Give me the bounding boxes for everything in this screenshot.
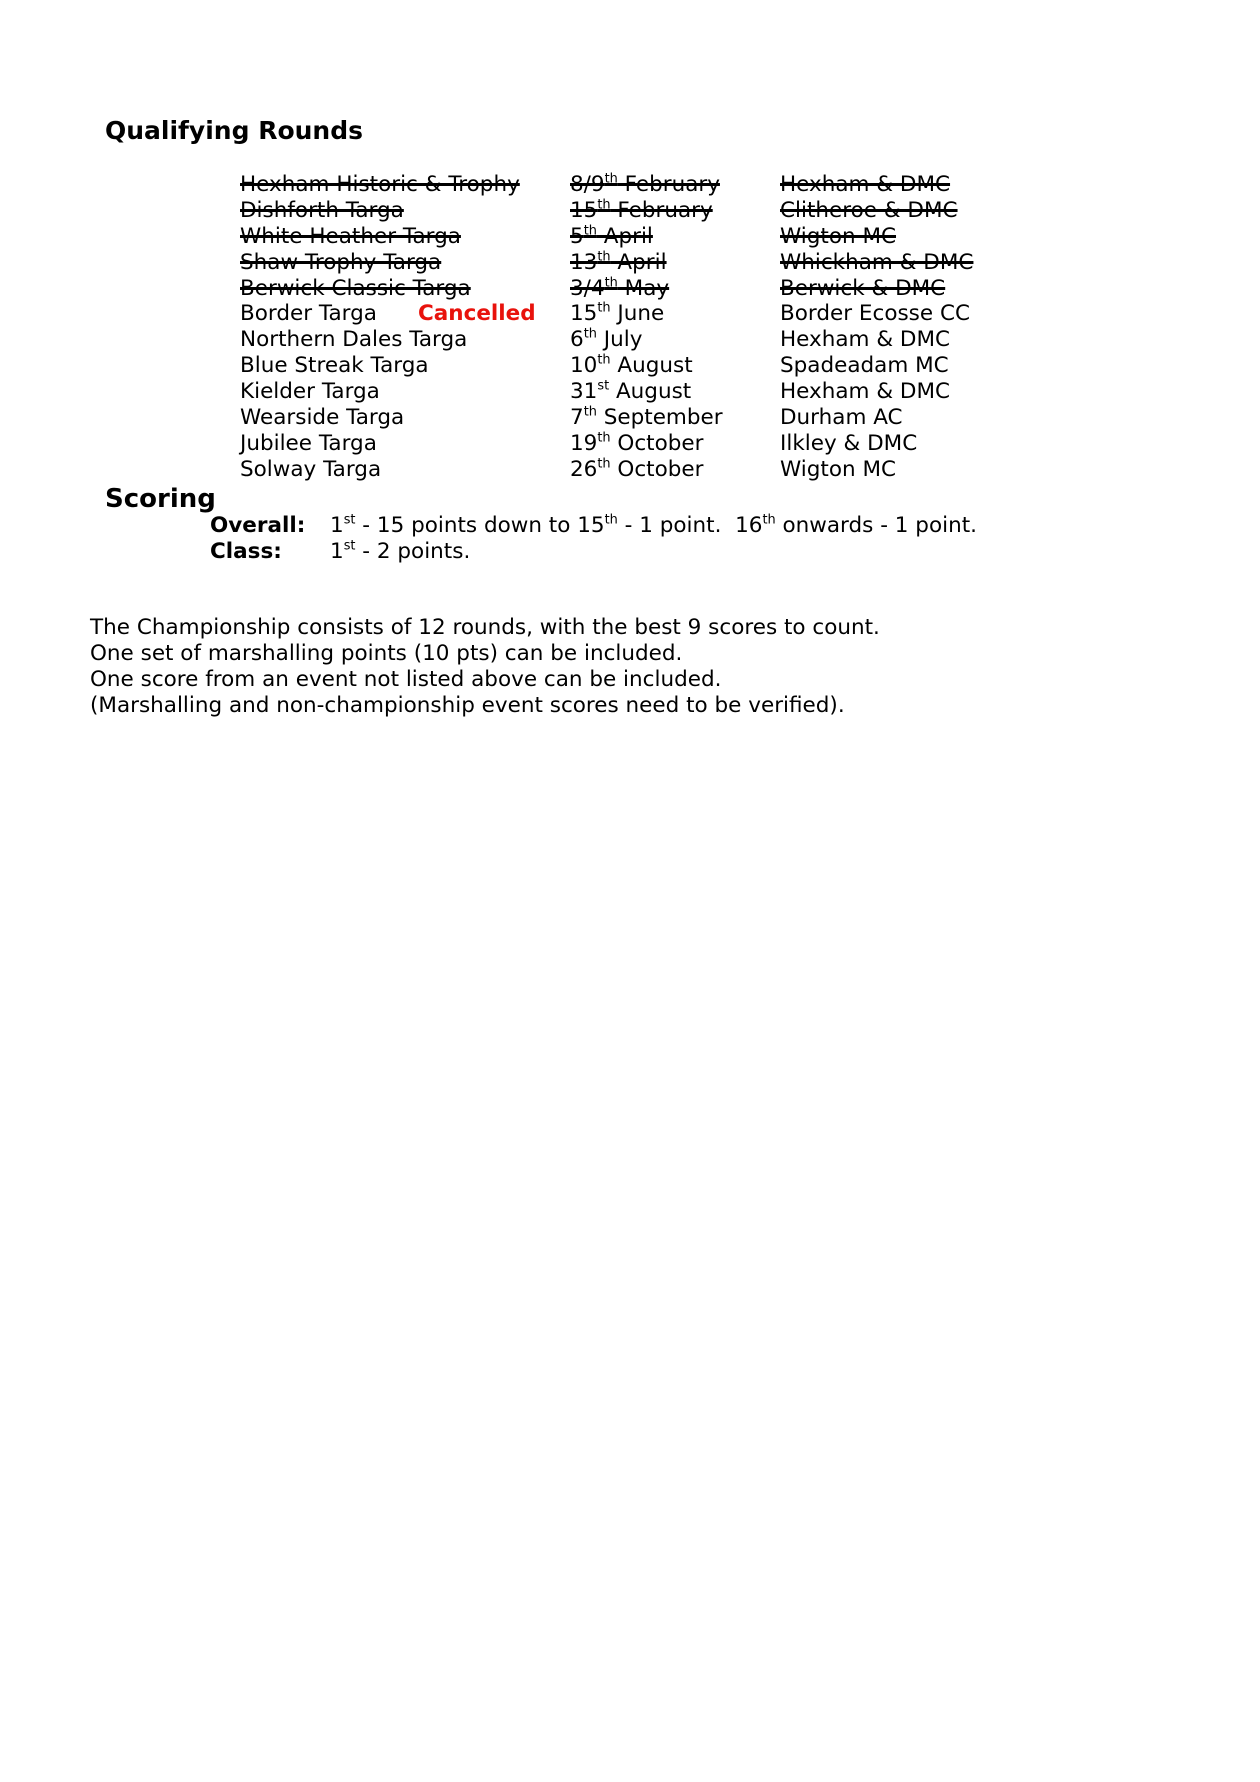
- class-text-sup: st: [343, 538, 356, 554]
- round-row: [240, 250, 1020, 276]
- round-date-suffix: th: [597, 456, 611, 472]
- round-date-day: 7: [570, 405, 584, 431]
- round-event: Dishforth Targa: [240, 197, 404, 223]
- note-line: (Marshalling and non-championship event scores need to be verified).: [90, 693, 845, 718]
- round-row: [240, 327, 1020, 353]
- round-date-day: 8/9: [570, 172, 605, 197]
- overall-text-part: - 15 points down to 15: [355, 513, 605, 538]
- note-line: One set of marshalling points (10 pts) can be included.: [90, 641, 683, 666]
- round-event: White Heather Targa: [240, 223, 461, 249]
- round-date-day: 6: [570, 327, 584, 353]
- round-date-month: September: [596, 405, 723, 431]
- round-club: Clitheroe & DMC: [780, 197, 958, 223]
- round-date-month: August: [609, 379, 692, 405]
- qualifying-rounds-heading: Qualifying Rounds: [105, 116, 363, 145]
- round-row: [240, 431, 1020, 457]
- round-date: [570, 379, 691, 405]
- round-date-suffix: th: [597, 430, 611, 446]
- round-club: Wigton MC: [780, 456, 897, 482]
- round-date-suffix: th: [597, 249, 611, 265]
- round-date-suffix: th: [597, 301, 611, 317]
- round-date-suffix: th: [604, 171, 618, 187]
- round-row: [240, 198, 1020, 224]
- overall-text: [330, 513, 977, 539]
- round-date: [570, 224, 653, 250]
- round-event: Blue Streak Targa: [240, 353, 429, 379]
- round-date-suffix: th: [597, 197, 611, 213]
- note-line: The Championship consists of 12 rounds, with the best 9 scores to count.: [90, 615, 880, 640]
- round-date: [570, 431, 703, 457]
- round-club: Hexham & DMC: [780, 172, 951, 197]
- round-event: Kielder Targa: [240, 379, 380, 405]
- round-date-suffix: th: [597, 352, 611, 368]
- round-date-month: July: [596, 327, 643, 353]
- rounds-table: [240, 172, 1020, 483]
- round-date-month: April: [596, 223, 653, 249]
- overall-text-part: onwards - 1 point.: [775, 513, 977, 538]
- round-row: [240, 224, 1020, 250]
- round-date-month: February: [617, 172, 720, 197]
- round-date-day: 31: [570, 379, 598, 405]
- round-date: [570, 327, 642, 353]
- round-date-day: 19: [570, 430, 598, 456]
- round-date: [570, 250, 667, 276]
- round-date: [570, 276, 669, 302]
- round-date-day: 15: [570, 301, 598, 327]
- round-date-month: August: [610, 353, 693, 379]
- championship-notes: [90, 615, 880, 719]
- round-club: Hexham & DMC: [780, 379, 951, 405]
- round-event: Border Targa: [240, 301, 377, 327]
- round-status-note: Cancelled: [418, 301, 536, 327]
- round-date-suffix: th: [583, 404, 597, 420]
- overall-text-part: 1: [330, 513, 344, 538]
- round-row: [240, 379, 1020, 405]
- class-text-part: 1: [330, 539, 344, 564]
- round-date-suffix: th: [583, 223, 597, 239]
- round-row: [240, 353, 1020, 379]
- round-club: Durham AC: [780, 405, 903, 431]
- round-date-month: April: [610, 249, 667, 275]
- round-date: [570, 198, 713, 224]
- overall-label: Overall:: [210, 513, 306, 538]
- round-club: Ilkley & DMC: [780, 430, 918, 456]
- round-club: Spadeadam MC: [780, 353, 949, 379]
- round-event: Jubilee Targa: [240, 430, 377, 456]
- round-date-suffix: th: [604, 275, 618, 291]
- round-event: Wearside Targa: [240, 405, 405, 431]
- round-club: Wigton MC: [780, 223, 897, 249]
- round-row: [240, 172, 1020, 198]
- round-date-suffix: th: [583, 326, 597, 342]
- round-event: Hexham Historic & Trophy: [240, 172, 520, 197]
- round-date-day: 5: [570, 223, 584, 249]
- overall-text-sup: th: [604, 512, 618, 528]
- overall-text-sup: st: [343, 512, 356, 528]
- round-row: [240, 301, 1020, 327]
- round-date-day: 3/4: [570, 275, 605, 301]
- round-date-month: May: [617, 275, 670, 301]
- round-date-day: 15: [570, 197, 598, 223]
- round-row: [240, 276, 1020, 302]
- round-date-day: 10: [570, 353, 598, 379]
- round-date-month: October: [610, 430, 704, 456]
- class-text-part: - 2 points.: [355, 539, 471, 564]
- round-row: [240, 405, 1020, 431]
- round-date-day: 13: [570, 249, 598, 275]
- round-date: [570, 353, 693, 379]
- round-date-month: June: [610, 301, 665, 327]
- round-club: Berwick & DMC: [780, 275, 946, 301]
- round-date-month: October: [610, 456, 704, 482]
- note-line: One score from an event not listed above can be included.: [90, 667, 722, 692]
- round-event: Solway Targa: [240, 456, 382, 482]
- round-event: Berwick Classic Targa: [240, 275, 471, 301]
- class-label: Class:: [210, 539, 282, 564]
- round-event: Northern Dales Targa: [240, 327, 468, 353]
- round-date-month: February: [610, 197, 713, 223]
- round-date: [570, 301, 664, 327]
- round-event: Shaw Trophy Targa: [240, 249, 442, 275]
- round-club: Border Ecosse CC: [780, 301, 970, 327]
- scoring-heading: Scoring: [105, 484, 216, 514]
- overall-text-part: - 1 point. 16: [617, 513, 763, 538]
- overall-text-sup: th: [762, 512, 776, 528]
- round-date: [570, 405, 723, 431]
- round-club: Hexham & DMC: [780, 327, 951, 353]
- round-row: [240, 457, 1020, 483]
- round-club: Whickham & DMC: [780, 249, 974, 275]
- round-date: [570, 172, 720, 198]
- class-text: [330, 539, 470, 565]
- round-date-suffix: st: [597, 378, 610, 394]
- round-date: [570, 457, 703, 483]
- round-date-day: 26: [570, 456, 598, 482]
